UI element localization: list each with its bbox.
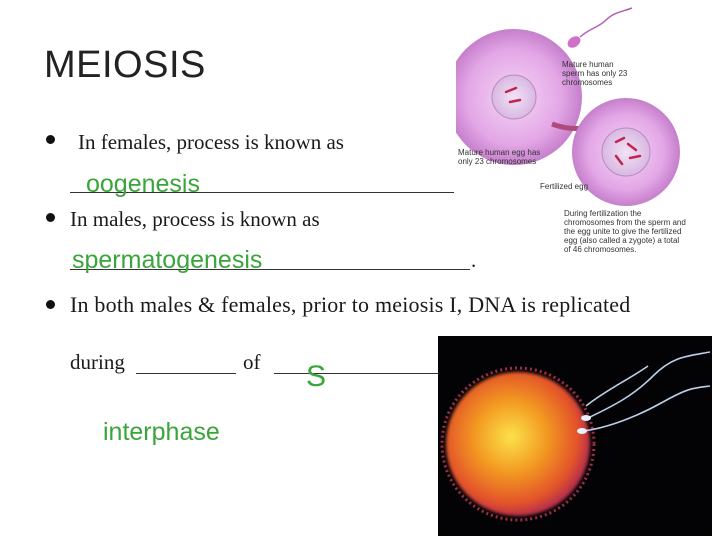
slide-title: MEIOSIS bbox=[44, 44, 206, 86]
fertilization-figure bbox=[456, 2, 686, 264]
egg-photo-cell bbox=[446, 372, 590, 516]
blank-line-3a bbox=[136, 373, 236, 374]
bullet-2-text: In males, process is known as bbox=[70, 207, 320, 231]
sperm-egg-photo-illustration bbox=[438, 336, 712, 536]
bullet-dot bbox=[46, 300, 55, 309]
answer-interphase: interphase bbox=[103, 418, 220, 446]
caption-description: During fertilization the chromosomes from the sperm and the egg unite to give the fertilized egg (also called a zygote) a total of 46 chromosomes. bbox=[564, 209, 686, 254]
bullet-3-of: of bbox=[243, 350, 261, 374]
caption-sperm: Mature human sperm has only 23 chromosomes bbox=[562, 60, 628, 87]
bullet-3-text: In both males & females, prior to meiosis I, DNA is replicated bbox=[70, 292, 631, 317]
bullet-dot bbox=[46, 213, 55, 222]
caption-fertilized: Fertilized egg bbox=[540, 182, 589, 191]
caption-egg: Mature human egg has only 23 chromosomes bbox=[458, 148, 541, 166]
bullet-1-text: In females, process is known as bbox=[78, 130, 344, 154]
egg-nucleus bbox=[492, 75, 536, 119]
sperm-egg-photo bbox=[438, 336, 712, 536]
zygote-nucleus bbox=[602, 128, 650, 176]
bullet-dot bbox=[46, 135, 55, 144]
answer-oogenesis: oogenesis bbox=[86, 170, 200, 198]
bullet-3-during: during bbox=[70, 350, 125, 374]
answer-spermatogenesis: spermatogenesis bbox=[72, 246, 263, 274]
blank-line-3b bbox=[274, 373, 438, 374]
answer-s: S bbox=[306, 360, 327, 393]
